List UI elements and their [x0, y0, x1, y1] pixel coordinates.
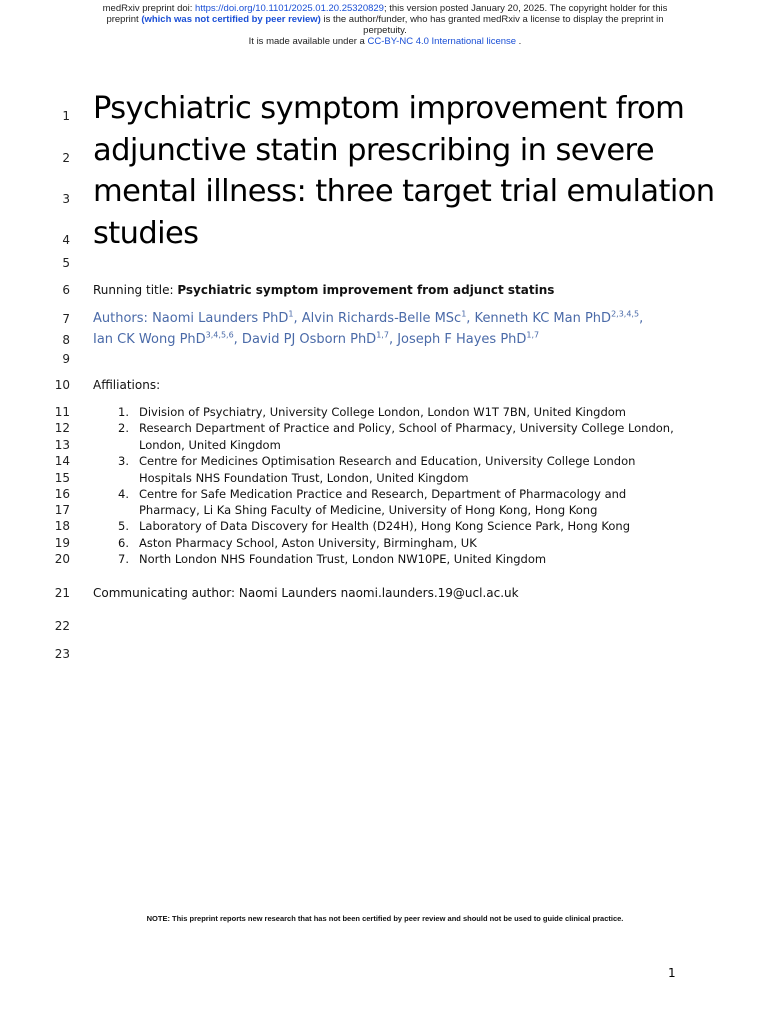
- doi-link[interactable]: https://doi.org/10.1101/2025.01.20.25320829: [195, 3, 384, 14]
- author-line-2: [93, 329, 733, 350]
- line-number: 11: [54, 405, 70, 419]
- affiliation-ref: 2,3,4,5: [611, 309, 640, 319]
- title-line: studies: [93, 215, 199, 251]
- affiliation-text: Research Department of Practice and Policy, School of Pharmacy, University College London,: [139, 421, 674, 435]
- affiliation-text: Centre for Safe Medication Practice and Research, Department of Pharmacology and: [139, 487, 627, 501]
- line-number: 13: [54, 438, 70, 452]
- line-number: 20: [54, 552, 70, 566]
- license-link[interactable]: CC-BY-NC 4.0 International license: [367, 36, 517, 47]
- banner-line-2: [0, 14, 770, 25]
- affiliation-number: 2.: [118, 421, 129, 435]
- affiliation-text: London, United Kingdom: [139, 438, 281, 452]
- line-number: 2: [62, 151, 70, 165]
- author-separator: ,: [639, 311, 644, 326]
- line-number: 5: [62, 256, 70, 270]
- banner-text: preprint: [106, 14, 142, 25]
- affiliation-text: Pharmacy, Li Ka Shing Faculty of Medicine, University of Hong Kong, Hong Kong: [139, 503, 598, 517]
- affiliation-ref: 1,7: [526, 330, 540, 340]
- author-name: Ian CK Wong PhD: [93, 332, 206, 347]
- banner-line-1: [0, 3, 770, 14]
- line-number: 18: [54, 519, 70, 533]
- author-name: , Kenneth KC Man PhD: [466, 311, 612, 326]
- paper-title: [93, 88, 733, 254]
- line-number: 22: [54, 619, 70, 633]
- affiliation-ref: 1,7: [376, 330, 389, 340]
- affiliation-number: 4.: [118, 487, 129, 501]
- affiliation-text: Centre for Medicines Optimisation Research and Education, University College London: [139, 454, 636, 468]
- banner-text: ; this version posted January 20, 2025. The copyright holder for this: [383, 3, 668, 14]
- title-line: adjunctive statin prescribing in severe: [93, 132, 654, 168]
- affiliation-number: 7.: [118, 552, 129, 566]
- line-number: 4: [62, 233, 70, 247]
- running-title-label: Running title:: [93, 283, 178, 297]
- page-number: 1: [668, 966, 676, 980]
- title-line: Psychiatric symptom improvement from: [93, 91, 685, 126]
- banner-text: .: [516, 36, 522, 47]
- banner-line-3: perpetuity.: [363, 25, 407, 36]
- author-line-1: [93, 308, 733, 329]
- affiliation-number: 5.: [118, 519, 129, 533]
- line-number: 12: [54, 421, 70, 435]
- affiliation-text: Division of Psychiatry, University College London, London W1T 7BN, United Kingdom: [139, 405, 626, 419]
- line-number: 6: [62, 283, 70, 297]
- running-title: [93, 283, 554, 297]
- line-number: 21: [54, 586, 70, 600]
- affiliation-number: 6.: [118, 536, 129, 550]
- author-name: , Joseph F Hayes PhD: [388, 332, 527, 347]
- running-title-value: Psychiatric symptom improvement from adjunct statins: [177, 283, 555, 297]
- affiliation-text: Aston Pharmacy School, Aston University, Birmingham, UK: [139, 536, 477, 550]
- affiliation-number: 1.: [118, 405, 129, 419]
- line-number: 8: [62, 333, 70, 347]
- authors-label: Authors:: [93, 311, 153, 326]
- author-name: Naomi Launders PhD: [152, 311, 289, 326]
- affiliation-number: 3.: [118, 454, 129, 468]
- banner-text: medRxiv preprint doi:: [102, 3, 196, 14]
- line-number: 7: [62, 312, 70, 326]
- affiliation-text: Hospitals NHS Foundation Trust, London, United Kingdom: [139, 471, 469, 485]
- line-number: 1: [62, 109, 70, 123]
- affiliation-text: North London NHS Foundation Trust, London NW10PE, United Kingdom: [139, 552, 547, 566]
- preprint-note: NOTE: This preprint reports new research that has not been certified by peer review and should not be used to guide clinical practice.: [146, 914, 624, 923]
- line-number: 23: [54, 647, 70, 661]
- affiliation-ref: 1: [461, 309, 467, 319]
- line-number: 19: [54, 536, 70, 550]
- author-name: , David PJ Osborn PhD: [233, 332, 377, 347]
- peer-review-notice: (which was not certified by peer review): [141, 14, 321, 25]
- banner-line-4: [0, 36, 770, 47]
- line-number: 10: [54, 378, 70, 392]
- affiliation-ref: 1: [288, 309, 294, 319]
- communicating-author: Communicating author: Naomi Launders naomi.launders.19@ucl.ac.uk: [93, 586, 519, 600]
- affiliations-heading: Affiliations:: [93, 378, 161, 392]
- affiliation-ref: 3,4,5,6: [205, 330, 234, 340]
- author-name: , Alvin Richards-Belle MSc: [293, 311, 462, 326]
- banner-text: It is made available under a: [248, 36, 368, 47]
- line-number: 16: [54, 487, 70, 501]
- line-number: 14: [54, 454, 70, 468]
- line-number: 15: [54, 471, 70, 485]
- line-number: 3: [62, 192, 70, 206]
- line-number: 9: [62, 352, 70, 366]
- affiliation-text: Laboratory of Data Discovery for Health (D24H), Hong Kong Science Park, Hong Kong: [139, 519, 631, 533]
- banner-text: is the author/funder, who has granted medRxiv a license to display the preprint in: [320, 14, 664, 25]
- title-line: mental illness: three target trial emulation: [93, 174, 715, 209]
- line-number: 17: [54, 503, 70, 517]
- preprint-banner: [0, 3, 770, 47]
- author-list: [93, 308, 733, 350]
